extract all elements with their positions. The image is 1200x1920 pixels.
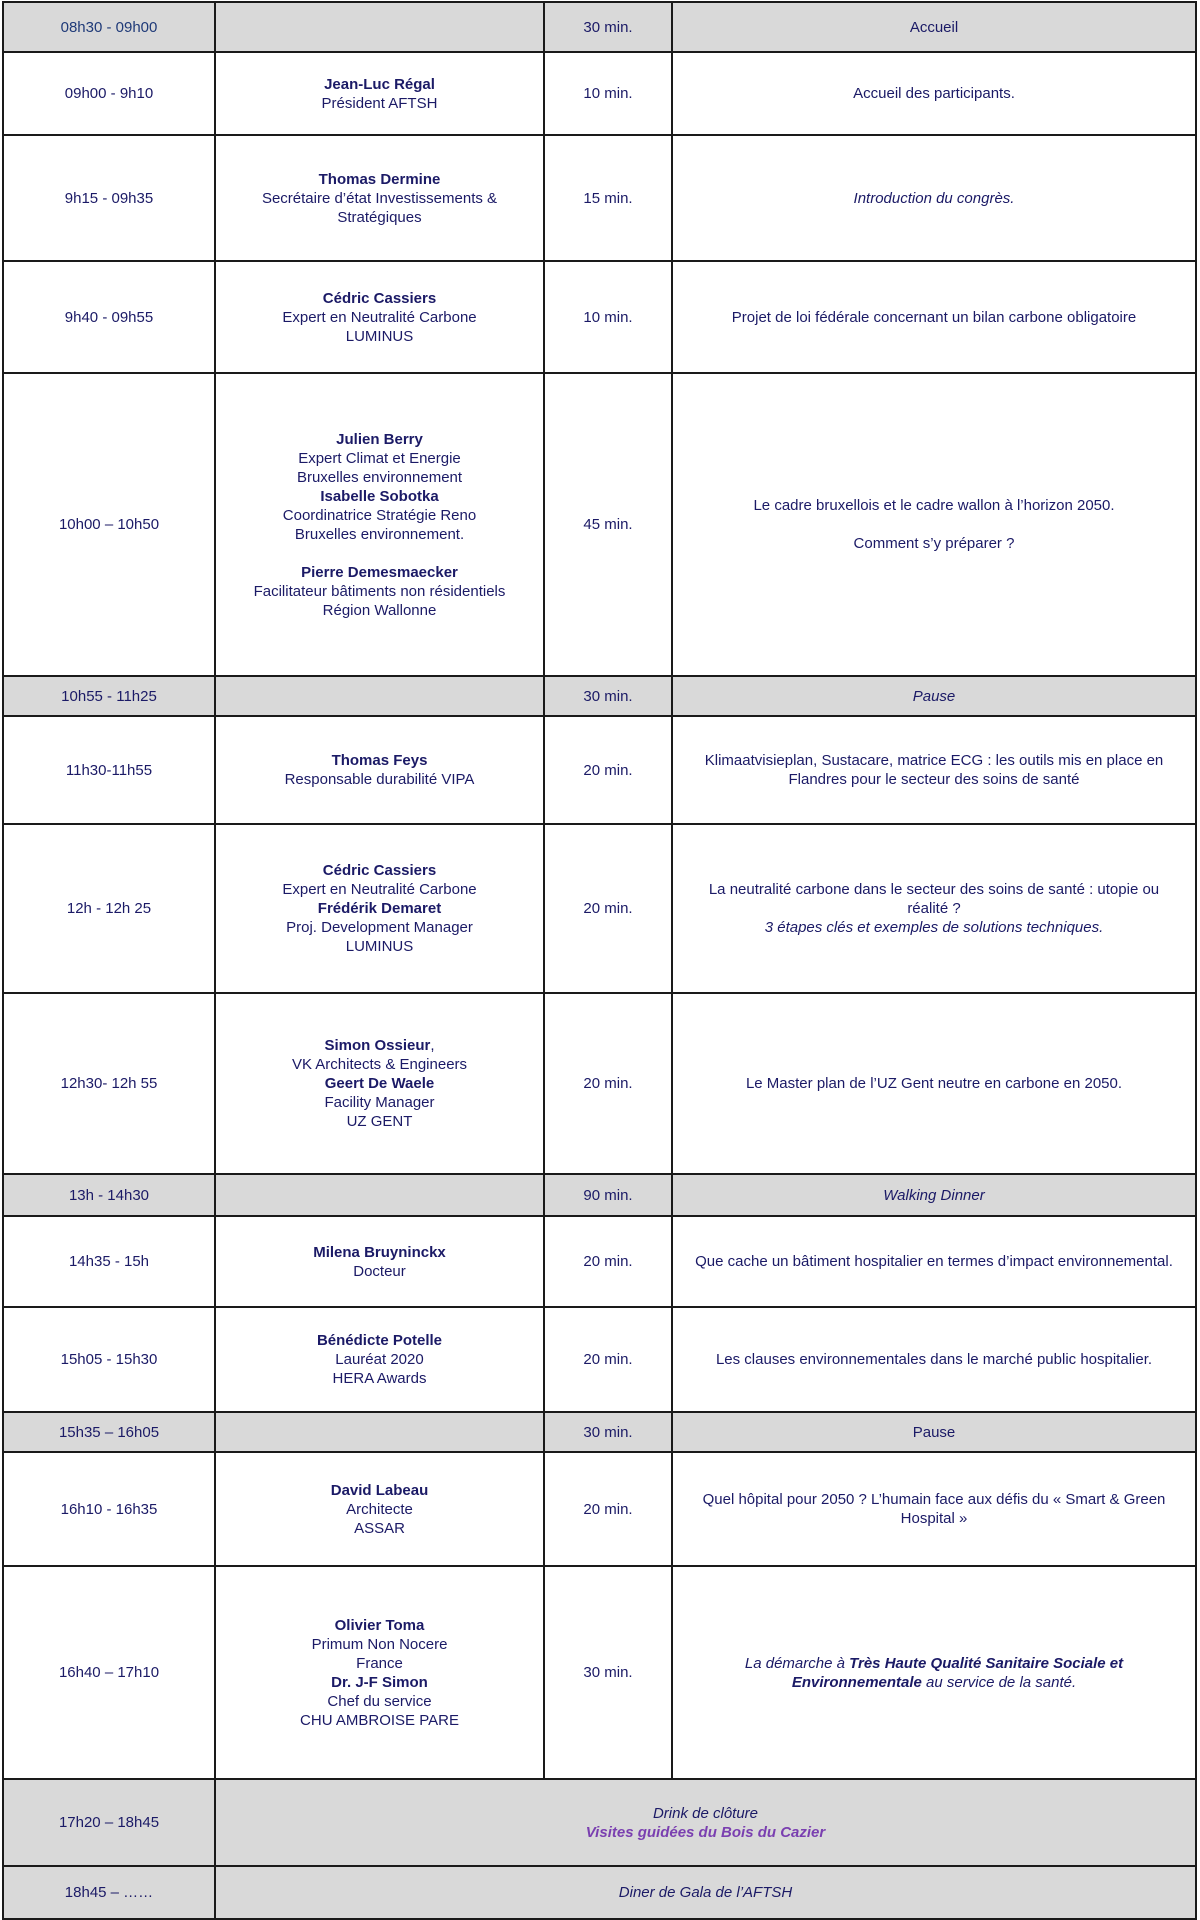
speaker-cell [215, 261, 544, 373]
topic-cell [672, 716, 1196, 824]
duration-cell: 15 min. [544, 135, 672, 261]
speaker-cell [215, 993, 544, 1174]
topic-line: La neutralité carbone dans le secteur des soins de santé : utopie ou [708, 881, 1160, 898]
duration-cell: 20 min. [544, 993, 672, 1174]
speaker-country: France [356, 1654, 403, 1672]
speaker-role: Coordinatrice Stratégie Reno [282, 506, 477, 524]
agenda-row [3, 824, 1196, 993]
speaker-name: Jean-Luc Régal [324, 75, 435, 93]
topic-line: Le cadre bruxellois et le cadre wallon à l’horizon 2050. [753, 497, 1115, 514]
speaker-org: ASSAR [354, 1519, 405, 1537]
speaker-role: Docteur [353, 1262, 406, 1280]
agenda-row [3, 1307, 1196, 1412]
duration-cell: 30 min. [544, 1566, 672, 1779]
speaker-org: LUMINUS [345, 938, 414, 955]
speaker-cell [215, 2, 544, 52]
topic-cell: Projet de loi fédérale concernant un bilan carbone obligatoire [672, 261, 1196, 373]
speaker-cell [215, 52, 544, 135]
speaker-name: Cédric Cassiers [322, 862, 437, 879]
agenda-row [3, 716, 1196, 824]
agenda-row [3, 1866, 1196, 1919]
speaker-role: Architecte [346, 1500, 413, 1518]
speaker-role: Chef du service [327, 1692, 432, 1710]
agenda-row [3, 1216, 1196, 1307]
speaker-role: Expert en Neutralité Carbone [282, 881, 477, 898]
duration-cell: 10 min. [544, 261, 672, 373]
agenda-row [3, 1566, 1196, 1779]
time-cell: 12h30- 12h 55 [3, 993, 215, 1174]
topic-cell: Que cache un bâtiment hospitalier en termes d’impact environnemental. [672, 1216, 1196, 1307]
topic-line: Comment s’y préparer ? [853, 535, 1015, 552]
speaker-name: Cédric Cassiers [322, 289, 437, 307]
speaker-role: Proj. Development Manager [286, 919, 473, 936]
speaker-role: Lauréat 2020 [335, 1351, 424, 1368]
duration-cell: 30 min. [544, 676, 672, 716]
speaker-org: HERA Awards [332, 1370, 427, 1387]
topic-line: Flandres pour le secteur des soins de santé [788, 771, 1080, 788]
speaker-cell [215, 676, 544, 716]
speaker-cell [215, 1307, 544, 1412]
speaker-org: CHU AMBROISE PARE [300, 1711, 459, 1729]
agenda-row [3, 135, 1196, 261]
agenda-row [3, 373, 1196, 676]
topic-cell: Le Master plan de l’UZ Gent neutre en carbone en 2050. [672, 993, 1196, 1174]
topic-cell: Pause [672, 676, 1196, 716]
time-cell: 9h40 - 09h55 [3, 261, 215, 373]
speaker-cell [215, 373, 544, 676]
topic-cell [215, 1779, 1196, 1866]
speaker-name: Thomas Feys [331, 752, 428, 769]
agenda-row [3, 2, 1196, 52]
speaker-name-suffix: , [430, 1037, 435, 1054]
speaker-role: Responsable durabilité VIPA [284, 771, 475, 788]
duration-cell: 20 min. [544, 1452, 672, 1566]
speaker-cell [215, 1174, 544, 1216]
time-cell: 09h00 - 9h10 [3, 52, 215, 135]
topic-line: réalité ? [907, 900, 961, 917]
topic-line: Drink de clôture [652, 1804, 759, 1822]
speaker-role: Expert en Neutralité Carbone [282, 308, 477, 326]
topic-cell: Accueil [672, 2, 1196, 52]
speaker-cell [215, 824, 544, 993]
speaker-name: Julien Berry [336, 430, 423, 448]
speaker-cell [215, 135, 544, 261]
time-cell: 13h - 14h30 [3, 1174, 215, 1216]
topic-cell [672, 824, 1196, 993]
speaker-role: Expert Climat et Energie [298, 449, 461, 467]
duration-cell: 30 min. [544, 2, 672, 52]
topic-emphasis: Très Haute Qualité Sanitaire Sociale et [849, 1654, 1124, 1672]
topic-cell: Introduction du congrès. [672, 135, 1196, 261]
time-cell: 9h15 - 09h35 [3, 135, 215, 261]
topic-line-highlight: Visites guidées du Bois du Cazier [585, 1823, 826, 1841]
time-cell: 16h10 - 16h35 [3, 1452, 215, 1566]
time-cell: 11h30-11h55 [3, 716, 215, 824]
speaker-cell [215, 716, 544, 824]
speaker-org: Primum Non Nocere [311, 1635, 448, 1653]
duration-cell: 20 min. [544, 824, 672, 993]
topic-line: 3 étapes clés et exemples de solutions techniques. [764, 919, 1104, 936]
speaker-name: Thomas Dermine [318, 170, 441, 188]
topic-cell: Accueil des participants. [672, 52, 1196, 135]
speaker-org: Région Wallonne [322, 601, 437, 619]
speaker-role: Facility Manager [324, 1094, 435, 1111]
speaker-org: UZ GENT [346, 1113, 413, 1130]
topic-cell [672, 1566, 1196, 1779]
speaker-org: Bruxelles environnement. [294, 525, 465, 543]
time-cell: 14h35 - 15h [3, 1216, 215, 1307]
topic-line: Hospital » [900, 1510, 968, 1527]
agenda-table [2, 1, 1197, 1920]
topic-cell [672, 373, 1196, 676]
agenda-row [3, 676, 1196, 716]
topic-text: au service de la santé. [921, 1673, 1077, 1691]
speaker-name: David Labeau [330, 1481, 429, 1499]
duration-cell: 20 min. [544, 1216, 672, 1307]
duration-cell: 20 min. [544, 1307, 672, 1412]
speaker-role: Stratégiques [337, 208, 422, 226]
time-cell: 16h40 – 17h10 [3, 1566, 215, 1779]
speaker-name: Pierre Demesmaecker [301, 563, 458, 581]
time-cell: 12h - 12h 25 [3, 824, 215, 993]
time-cell: 17h20 – 18h45 [3, 1779, 215, 1866]
speaker-name: Olivier Toma [334, 1616, 425, 1634]
topic-line: Quel hôpital pour 2050 ? L’humain face aux défis du « Smart & Green [702, 1491, 1166, 1508]
speaker-org: VK Architects & Engineers [291, 1056, 468, 1073]
duration-cell: 20 min. [544, 716, 672, 824]
speaker-role: Secrétaire d’état Investissements & [261, 189, 498, 207]
agenda-row [3, 993, 1196, 1174]
time-cell: 08h30 - 09h00 [3, 2, 215, 52]
agenda-row [3, 1452, 1196, 1566]
topic-cell: Les clauses environnementales dans le marché public hospitalier. [672, 1307, 1196, 1412]
speaker-name: Frédérik Demaret [317, 900, 442, 917]
speaker-cell [215, 1452, 544, 1566]
speaker-name: Simon Ossieur [324, 1037, 431, 1054]
speaker-cell [215, 1412, 544, 1452]
topic-line: Klimaatvisieplan, Sustacare, matrice ECG : les outils mis en place en [704, 752, 1164, 769]
speaker-cell [215, 1566, 544, 1779]
time-cell: 10h00 – 10h50 [3, 373, 215, 676]
speaker-name: Isabelle Sobotka [320, 487, 439, 505]
time-cell: 15h35 – 16h05 [3, 1412, 215, 1452]
speaker-name: Dr. J-F Simon [331, 1673, 428, 1691]
speaker-cell [215, 1216, 544, 1307]
topic-cell: Pause [672, 1412, 1196, 1452]
agenda-row [3, 1174, 1196, 1216]
agenda-row [3, 1779, 1196, 1866]
topic-cell [672, 1452, 1196, 1566]
agenda-row [3, 52, 1196, 135]
agenda-row [3, 261, 1196, 373]
time-cell: 15h05 - 15h30 [3, 1307, 215, 1412]
topic-emphasis: Environnementale [791, 1673, 922, 1691]
time-cell: 10h55 - 11h25 [3, 676, 215, 716]
topic-cell: Diner de Gala de l’AFTSH [215, 1866, 1196, 1919]
duration-cell: 10 min. [544, 52, 672, 135]
duration-cell: 30 min. [544, 1412, 672, 1452]
topic-cell: Walking Dinner [672, 1174, 1196, 1216]
topic-text: La démarche à [744, 1654, 850, 1672]
speaker-org: Bruxelles environnement [296, 468, 463, 486]
speaker-name: Milena Bruyninckx [313, 1243, 446, 1261]
speaker-name: Bénédicte Potelle [316, 1332, 443, 1349]
speaker-role: Facilitateur bâtiments non résidentiels [253, 582, 506, 600]
duration-cell: 45 min. [544, 373, 672, 676]
time-cell: 18h45 – …… [3, 1866, 215, 1919]
speaker-org: LUMINUS [345, 327, 414, 345]
speaker-name: Geert De Waele [324, 1075, 435, 1092]
duration-cell: 90 min. [544, 1174, 672, 1216]
speaker-role: Président AFTSH [321, 94, 438, 112]
agenda-row [3, 1412, 1196, 1452]
